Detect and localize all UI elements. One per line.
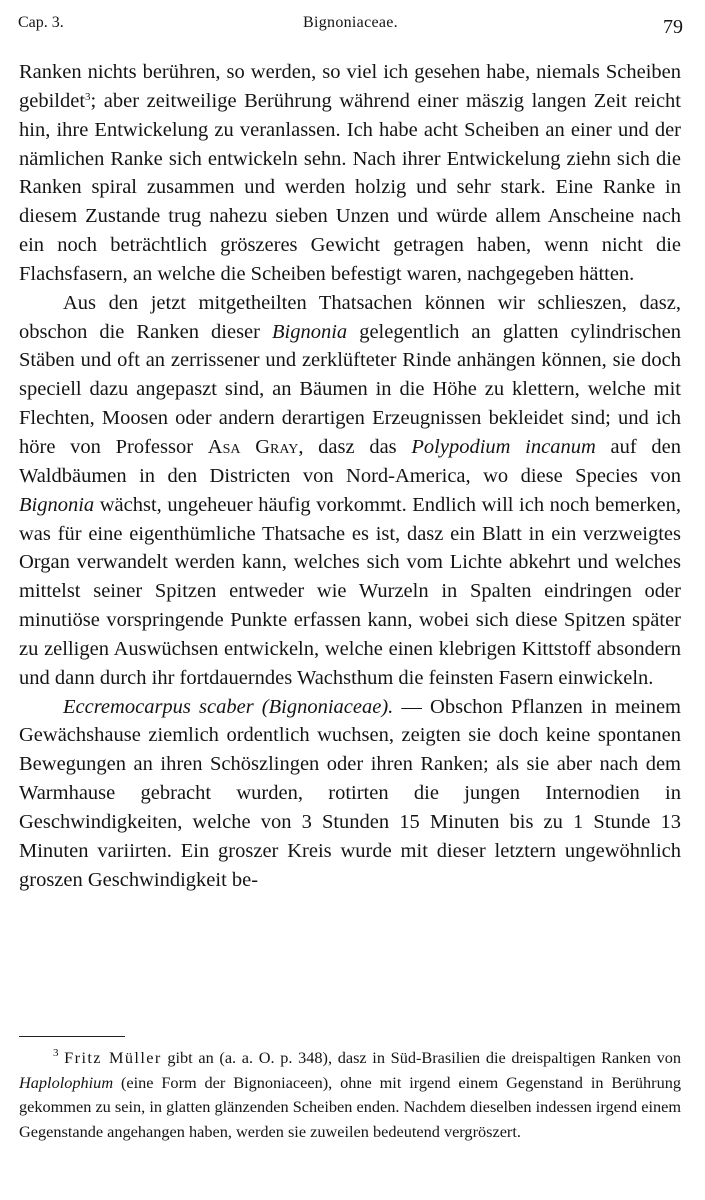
footnote-reference: 3 (85, 90, 91, 103)
person-name: Fritz Müller (64, 1048, 162, 1067)
taxon-name: Polypodium incanum (411, 435, 596, 458)
section-heading: Eccremocarpus scaber (Bignoniaceae). (63, 695, 394, 718)
footnote-divider (19, 1036, 125, 1037)
chapter-label: Cap. 3. (18, 14, 64, 31)
text-run: , dasz das (298, 435, 412, 458)
footnote-marker: 3 (53, 1047, 59, 1059)
text-run: ; aber zeitweilige Berührung während einer mäszig langen Zeit reicht hin, ihre Entwickelung zu veranlassen. Ich habe acht Scheiben an einer und der nämlichen Ranke sich entwickeln sehn. Nach ihrer Entwickelung ziehn sich die Ranken spiral zusammen und werden holzig und sehr stark. Eine Ranke in diesem Zustande trug nahezu sieben Unzen und würde allem Anscheine nach ein noch beträchtlich gröszeres Gewicht getragen haben, wenn nicht die Flachsfasern, an welche die Scheiben befestigt waren, nachgegeben hätten. (19, 89, 681, 285)
running-header (18, 10, 683, 40)
person-name: Asa Gray (207, 435, 299, 458)
paragraph-conclusions (19, 289, 681, 693)
text-run: gibt an (a. a. O. p. 348), dasz in Süd-Brasilien die dreispaltigen Ranken von (161, 1048, 681, 1067)
text-run: Aus den jetzt mitgetheilten Thatsachen können wir schlieszen, dasz, obschon die Ranken dieser (19, 291, 681, 343)
footnote-text (19, 1046, 681, 1144)
page-number: 79 (663, 16, 683, 38)
text-run: gelegentlich an glatten cylindrischen Stäben und oft an zerrissener und zerklüfteter Rinde anhängen können, sie doch speciell dazu angepaszt sind, an Bäumen in die Höhe zu klettern, welche mit Flechten, Moosen oder andern derartigen Erzeugnissen bekleidet sind; und ich höre von Professor (19, 320, 681, 458)
taxon-name: Haplolophium (19, 1072, 114, 1092)
paragraph-eccremocarpus (19, 693, 681, 895)
text-run: — Obschon Pflanzen in meinem Gewächshause ziemlich ordentlich wuchsen, zeigten sie doch keine spontanen Bewegungen an ihren Schöszlingen oder ihren Ranken; als sie aber nach dem Warmhause gebracht wurden, rotirten die jungen Internodien in Geschwindigkeiten, welche von 3 Stunden 15 Minuten bis zu 1 Stunde 13 Minuten variirten. Ein groszer Kreis wurde mit dieser letztern ungewöhnlich groszen Geschwindigkeit be- (19, 695, 681, 891)
paragraph-continuation (19, 58, 681, 289)
text-run: wächst, ungeheuer häufig vorkommt. Endlich will ich noch bemerken, was für eine eigenthümliche Thatsache es ist, dasz ein Blatt in ein verzweigtes Organ verwandelt werden kann, welches sich vom Lichte abkehrt und welches mittelst seiner Spitzen entweder wie Wurzeln in Spalten eindringen oder minutiöse vorspringende Punkte erfassen kann, wobei sich diese Spitzen später zu zelligen Auswüchsen entwickeln, welche einen klebrigen Kittstoff absondern und dann durch ihr fortdauerndes Wachsthum die feinsten Fasern einwickeln. (19, 493, 681, 689)
taxon-name: Bignonia (272, 320, 348, 343)
text-run: auf den Waldbäumen in den Districten von Nord-America, wo diese Species von (19, 435, 681, 487)
text-run: (eine Form der Bignoniaceen), ohne mit irgend einem Gegenstand in Berührung gekommen zu sein, in glatten glänzenden Scheiben enden. Nachdem dieselben indessen irgend einem Gegenstande angehangen haben, werden sie zuweilen bedeutend vergröszert. (19, 1072, 681, 1141)
running-title: Bignoniaceae. (303, 14, 398, 31)
footnote (19, 1046, 681, 1144)
body-text (19, 58, 681, 894)
text-run: Ranken nichts berühren, so werden, so viel ich gesehen habe, niemals Scheiben gebildet (19, 61, 681, 112)
taxon-name: Bignonia (19, 493, 95, 516)
